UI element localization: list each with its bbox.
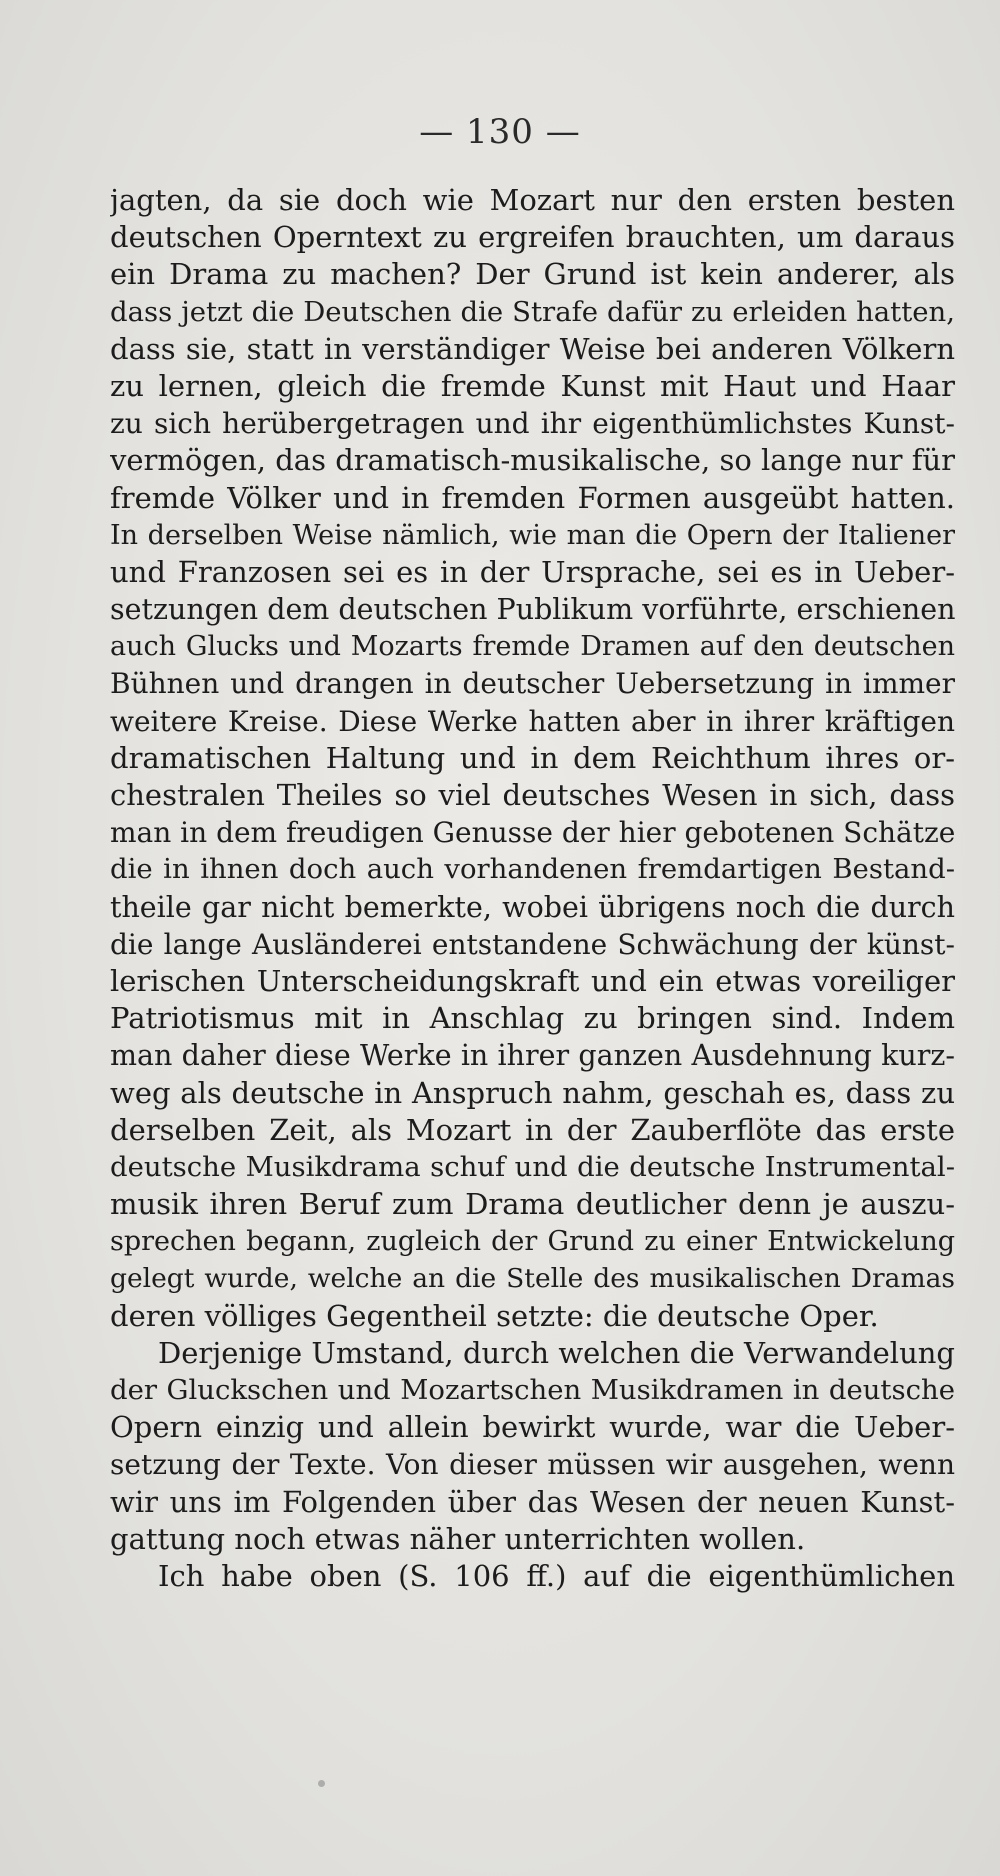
text-line: sprechen begann, zugleich der Grund zu einer Entwickelung xyxy=(110,1226,955,1258)
text-line: und Franzosen sei es in der Ursprache, sei es in Ueber- xyxy=(110,554,955,589)
text-line: In derselben Weise nämlich, wie man die Opern der Italiener xyxy=(110,519,955,551)
text-line: Opern einzig und allein bewirkt wurde, war die Ueber- xyxy=(110,1410,955,1445)
text-line: wir uns im Folgenden über das Wesen der neuen Kunst- xyxy=(110,1484,955,1519)
text-line: lerischen Unterscheidungskraft und ein etwas voreiliger xyxy=(110,963,955,998)
text-line: fremde Völker und in fremden Formen ausgeübt hatten. xyxy=(110,480,955,515)
text-line: musik ihren Beruf zum Drama deutlicher denn je auszu- xyxy=(110,1187,955,1222)
text-line: setzung der Texte. Von dieser müssen wir ausgehen, wenn xyxy=(110,1448,955,1482)
text-line: zu sich herübergetragen und ihr eigenthümlichstes Kunst- xyxy=(110,407,955,441)
text-line: gattung noch etwas näher unterrichten wollen. xyxy=(110,1521,806,1556)
text-line: deren völliges Gegentheil setzte: die deutsche Oper. xyxy=(110,1298,879,1333)
text-line: gelegt wurde, welche an die Stelle des musikalischen Dramas xyxy=(110,1263,955,1295)
body-text xyxy=(110,182,955,1595)
text-line: man daher diese Werke in ihrer ganzen Ausdehnung kurz- xyxy=(110,1039,955,1073)
text-line: dass jetzt die Deutschen die Strafe dafür zu erleiden hatten, xyxy=(110,295,955,328)
text-line: ein Drama zu machen? Der Grund ist kein anderer, als xyxy=(110,257,955,292)
text-line: auch Glucks und Mozarts fremde Dramen auf den deutschen xyxy=(110,631,955,663)
text-line: die lange Ausländerei entstandene Schwächung der künst- xyxy=(110,927,955,961)
text-line: deutsche Musikdrama schuf und die deutsche Instrumental- xyxy=(110,1150,955,1183)
text-line: vermögen, das dramatisch-musikalische, so lange nur für xyxy=(110,443,955,478)
text-line: man in dem freudigen Genusse der hier gebotenen Schätze xyxy=(110,816,955,850)
text-line: deutschen Operntext zu ergreifen brauchten, um daraus xyxy=(110,220,955,255)
text-line: zu lernen, gleich die fremde Kunst mit Haut und Haar xyxy=(110,368,955,403)
text-line: jagten, da sie doch wie Mozart nur den ersten besten xyxy=(110,183,955,217)
text-line: Ich habe oben (S. 106 ff.) auf die eigenthümlichen xyxy=(158,1558,955,1593)
text-line: dramatischen Haltung und in dem Reichthum ihres or- xyxy=(110,740,955,775)
text-line: derselben Zeit, als Mozart in der Zauberflöte das erste xyxy=(110,1112,955,1147)
text-line: weitere Kreise. Diese Werke hatten aber in ihrer kräftigen xyxy=(110,704,955,738)
text-line: weg als deutsche in Anspruch nahm, geschah es, dass zu xyxy=(110,1075,955,1110)
text-line: die in ihnen doch auch vorhandenen fremdartigen Bestand- xyxy=(110,853,955,886)
text-line: Derjenige Umstand, durch welchen die Verwandelung xyxy=(158,1335,955,1370)
text-line: Bühnen und drangen in deutscher Uebersetzung in immer xyxy=(110,667,955,701)
text-line: setzungen dem deutschen Publikum vorführte, erschienen xyxy=(110,593,955,627)
text-line: der Gluckschen und Mozartschen Musikdramen in deutsche xyxy=(110,1374,955,1406)
paper-speck xyxy=(318,1780,325,1787)
text-line: theile gar nicht bemerkte, wobei übrigens noch die durch xyxy=(110,890,955,924)
text-line: dass sie, statt in verständiger Weise bei anderen Völkern xyxy=(110,331,955,366)
page-number: — 130 — xyxy=(419,112,581,152)
text-line: chestralen Theiles so viel deutsches Wesen in sich, dass xyxy=(110,778,955,812)
text-line: Patriotismus mit in Anschlag zu bringen sind. Indem xyxy=(110,1001,955,1036)
